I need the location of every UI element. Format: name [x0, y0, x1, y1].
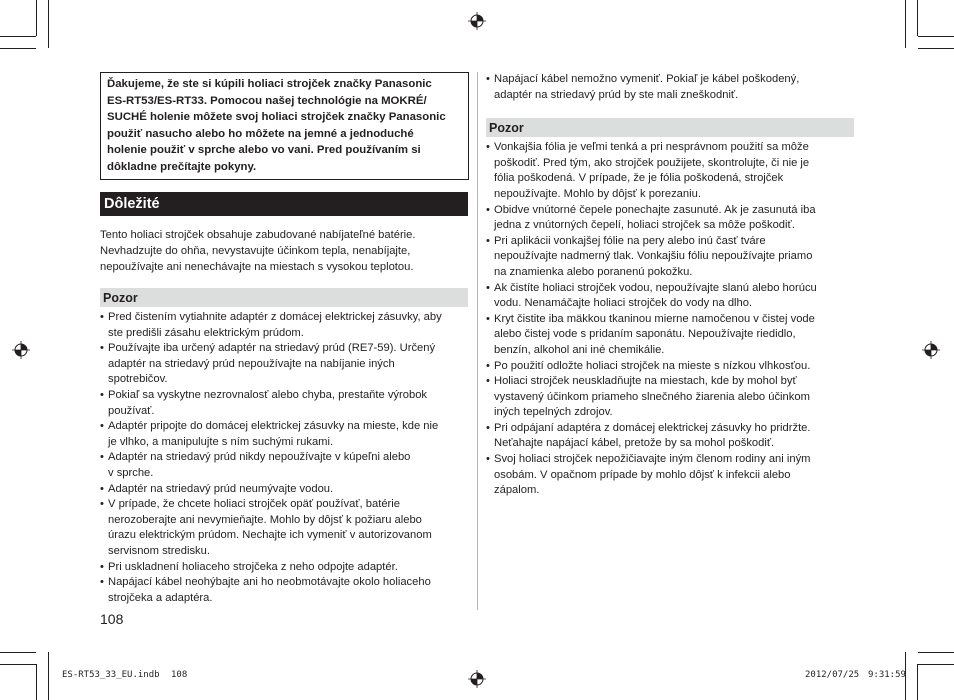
bullet-line: • Napájací kábel neohýbajte ani ho neobmotávajte okolo holiaceho [108, 576, 431, 589]
bullet-item [486, 421, 854, 452]
bullet-line: • Pri odpájaní adaptéra z domácej elektrickej zásuvky ho pridržte. [494, 421, 811, 434]
bullet-line: v sprche. [108, 466, 154, 479]
footer-date: 2012/07/25 [805, 670, 860, 680]
bullet-line: spotrebičov. [108, 373, 168, 386]
bullet-line: úrazu elektrickým prúdom. Nechajte ich vymeniť v autorizovanom [108, 529, 432, 542]
page-number: 108 [100, 611, 124, 627]
crop-mark [36, 664, 37, 700]
bullet-line: • Kryt čistite iba mäkkou tkaninou mierne namočenou v čistej vode [494, 312, 815, 325]
intro-line: SUCHÉ holenie môžete svoj holiaci strojček značky Panasonic [107, 111, 446, 123]
important-heading: Dôležité [100, 192, 468, 216]
bullet-line: • Napájací kábel nemožno vymeniť. Pokiaľ je kábel poškodený, [494, 73, 800, 85]
bullet-item [100, 575, 468, 606]
bullet-item [486, 140, 854, 202]
footer-file: ES-RT53_33_EU.indb [62, 670, 160, 680]
intro-line: použiť nasucho alebo ho môžete na jemné a jednoduché [107, 127, 414, 140]
crop-mark [918, 652, 954, 653]
crop-mark [0, 664, 36, 665]
crop-mark [918, 664, 954, 665]
crop-mark [917, 664, 918, 700]
important-line: Nevhadzujte do ohňa, nevystavujte účinkom tepla, nenabíjajte, [100, 245, 411, 257]
crop-mark [0, 48, 36, 49]
bullet-line: • Adaptér na striedavý prúd neumývajte vodou. [108, 482, 334, 495]
important-line: nepoužívajte ani nenechávajte na miestach s vysokou teplotou. [100, 261, 414, 273]
bullet-line: jedna z vnútorných čepelí, holiaci strojček sa môže poškodiť. [494, 219, 795, 232]
left-column [100, 72, 468, 606]
caution-heading: Pozor [486, 118, 854, 137]
important-line: Tento holiaci strojček obsahuje zabudované nabíjateľné batérie. [100, 229, 416, 241]
bullet-line: zápalom. [494, 484, 540, 497]
bullet-item [486, 72, 854, 103]
bullet-item [100, 419, 468, 450]
registration-mark-icon [468, 670, 486, 688]
caution-heading: Pozor [100, 288, 468, 307]
bullet-line: je vlhko, a manipulujte s ním suchými rukami. [108, 435, 334, 448]
bullet-line: vystavený účinkom priameho slnečného žiarenia alebo účinkom [494, 390, 810, 403]
crop-mark [48, 0, 49, 48]
crop-mark [48, 652, 49, 700]
bullet-item [100, 388, 468, 419]
bullet-line: adaptér na striedavý prúd by ste mali zneškodniť. [494, 88, 739, 101]
crop-mark [0, 652, 36, 653]
bullet-item [100, 310, 468, 341]
registration-mark-icon [468, 12, 486, 30]
crop-mark [36, 0, 37, 36]
bullet-line: • V prípade, že chcete holiaci strojček opäť používať, batérie [108, 498, 400, 511]
bullet-line: používať. [108, 404, 155, 417]
column-divider [477, 72, 478, 610]
bullet-item [486, 312, 854, 359]
bullet-line: iných tepelných zdrojov. [494, 406, 613, 419]
bullet-item [486, 452, 854, 499]
bullet-line: • Pri aplikácii vonkajšej fólie na pery alebo inú časť tváre [494, 234, 766, 247]
bullet-line: nepoužívajte. Mohlo by dôjsť k porezaniu. [494, 187, 701, 200]
bullet-line: • Adaptér pripojte do domácej elektrickej zásuvky na mieste, kde nie [108, 420, 439, 433]
crop-mark [917, 0, 918, 36]
bullet-item [100, 482, 468, 498]
bullet-line: • Obidve vnútorné čepele ponechajte zasunuté. Ak je zasunutá iba [494, 203, 816, 216]
bullet-line: • Vonkajšia fólia je veľmi tenká a pri nesprávnom použití sa môže [494, 141, 809, 154]
crop-mark [918, 36, 954, 37]
bullet-line: • Svoj holiaci strojček nepožičiavajte iným členom rodiny ani iným [494, 453, 811, 466]
bullet-line: alebo čistej vode s pridaním saponátu. Nepoužívajte riedidlo, [494, 328, 796, 341]
bullet-line: • Adaptér na striedavý prúd nikdy nepoužívajte v kúpeľni alebo [108, 451, 411, 464]
bullet-line: na znamienka alebo poranenú pokožku. [494, 265, 693, 278]
footer-time: 9:31:59 [868, 670, 906, 680]
bullet-line: Neťahajte napájací kábel, pretože by sa mohol poškodiť. [494, 437, 775, 450]
bullet-item [100, 450, 468, 481]
bullet-item [100, 341, 468, 388]
bullet-line: nepoužívajte nadmerný tlak. Vonkajšiu fóliu nepoužívajte priamo [494, 250, 813, 263]
bullet-line: • Pokiaľ sa vyskytne nezrovnalosť alebo chyba, prestaňte výrobok [108, 388, 428, 401]
bullet-line: strojčeka a adaptéra. [108, 591, 213, 604]
cable-note-list [486, 72, 854, 103]
caution-list [100, 310, 468, 606]
bullet-item [486, 374, 854, 421]
bullet-line: nerozoberajte ani nevymieňajte. Mohlo by dôjsť k požiaru alebo [108, 513, 422, 526]
important-text [100, 227, 468, 275]
crop-mark [0, 36, 36, 37]
bullet-item [100, 560, 468, 576]
bullet-line: • Pri uskladnení holiaceho strojčeka z neho odpojte adaptér. [108, 560, 398, 573]
bullet-line: • Po použití odložte holiaci strojček na mieste s nízkou vlhkosťou. [494, 359, 811, 372]
bullet-line: fólia poškodená. V prípade, že je fólia poškodená, strojček [494, 172, 784, 185]
registration-mark-icon [12, 341, 30, 359]
intro-line: ES-RT53/ES-RT33. Pomocou našej technológie na MOKRÉ/ [107, 94, 427, 107]
bullet-line: ste predišli zásahu elektrickým prúdom. [108, 326, 304, 339]
bullet-item [486, 359, 854, 375]
bullet-item [486, 234, 854, 281]
intro-line: dôkladne prečítajte pokyny. [107, 160, 257, 173]
intro-box [100, 72, 469, 180]
crop-mark [905, 0, 906, 48]
bullet-line: • Holiaci strojček neuskladňujte na miestach, kde by mohol byť [494, 375, 797, 388]
bullet-line: poškodiť. Pred tým, ako strojček použijete, skontrolujte, či nie je [494, 156, 810, 169]
bullet-line: servisnom stredisku. [108, 544, 210, 557]
footer-page: 108 [171, 670, 188, 680]
registration-mark-icon [922, 341, 940, 359]
intro-line: Ďakujeme, že ste si kúpili holiaci strojček značky Panasonic [107, 78, 432, 90]
bullet-line: • Používajte iba určený adaptér na striedavý prúd (RE7-59). Určený [108, 342, 436, 355]
bullet-line: • Pred čistením vytiahnite adaptér z domácej elektrickej zásuvky, aby [108, 311, 442, 323]
caution-list [486, 140, 854, 499]
bullet-line: • Ak čistíte holiaci strojček vodou, nepoužívajte slanú alebo horúcu [494, 281, 817, 294]
bullet-line: vodu. Nenamáčajte holiaci strojček do vody na dlho. [494, 297, 753, 310]
crop-mark [918, 48, 954, 49]
bullet-line: osobám. V opačnom prípade by mohlo dôjsť k infekcii alebo [494, 468, 791, 481]
intro-line: holenie použiť v sprche alebo vo vani. Pred používaním si [107, 144, 421, 156]
bullet-item [486, 281, 854, 312]
bullet-line: adaptér na striedavý prúd nepoužívajte na nabíjanie iných [108, 357, 395, 370]
bullet-item [100, 497, 468, 559]
right-column [486, 72, 854, 499]
bullet-line: benzín, alkohol ani iné chemikálie. [494, 343, 665, 356]
bullet-item [486, 203, 854, 234]
